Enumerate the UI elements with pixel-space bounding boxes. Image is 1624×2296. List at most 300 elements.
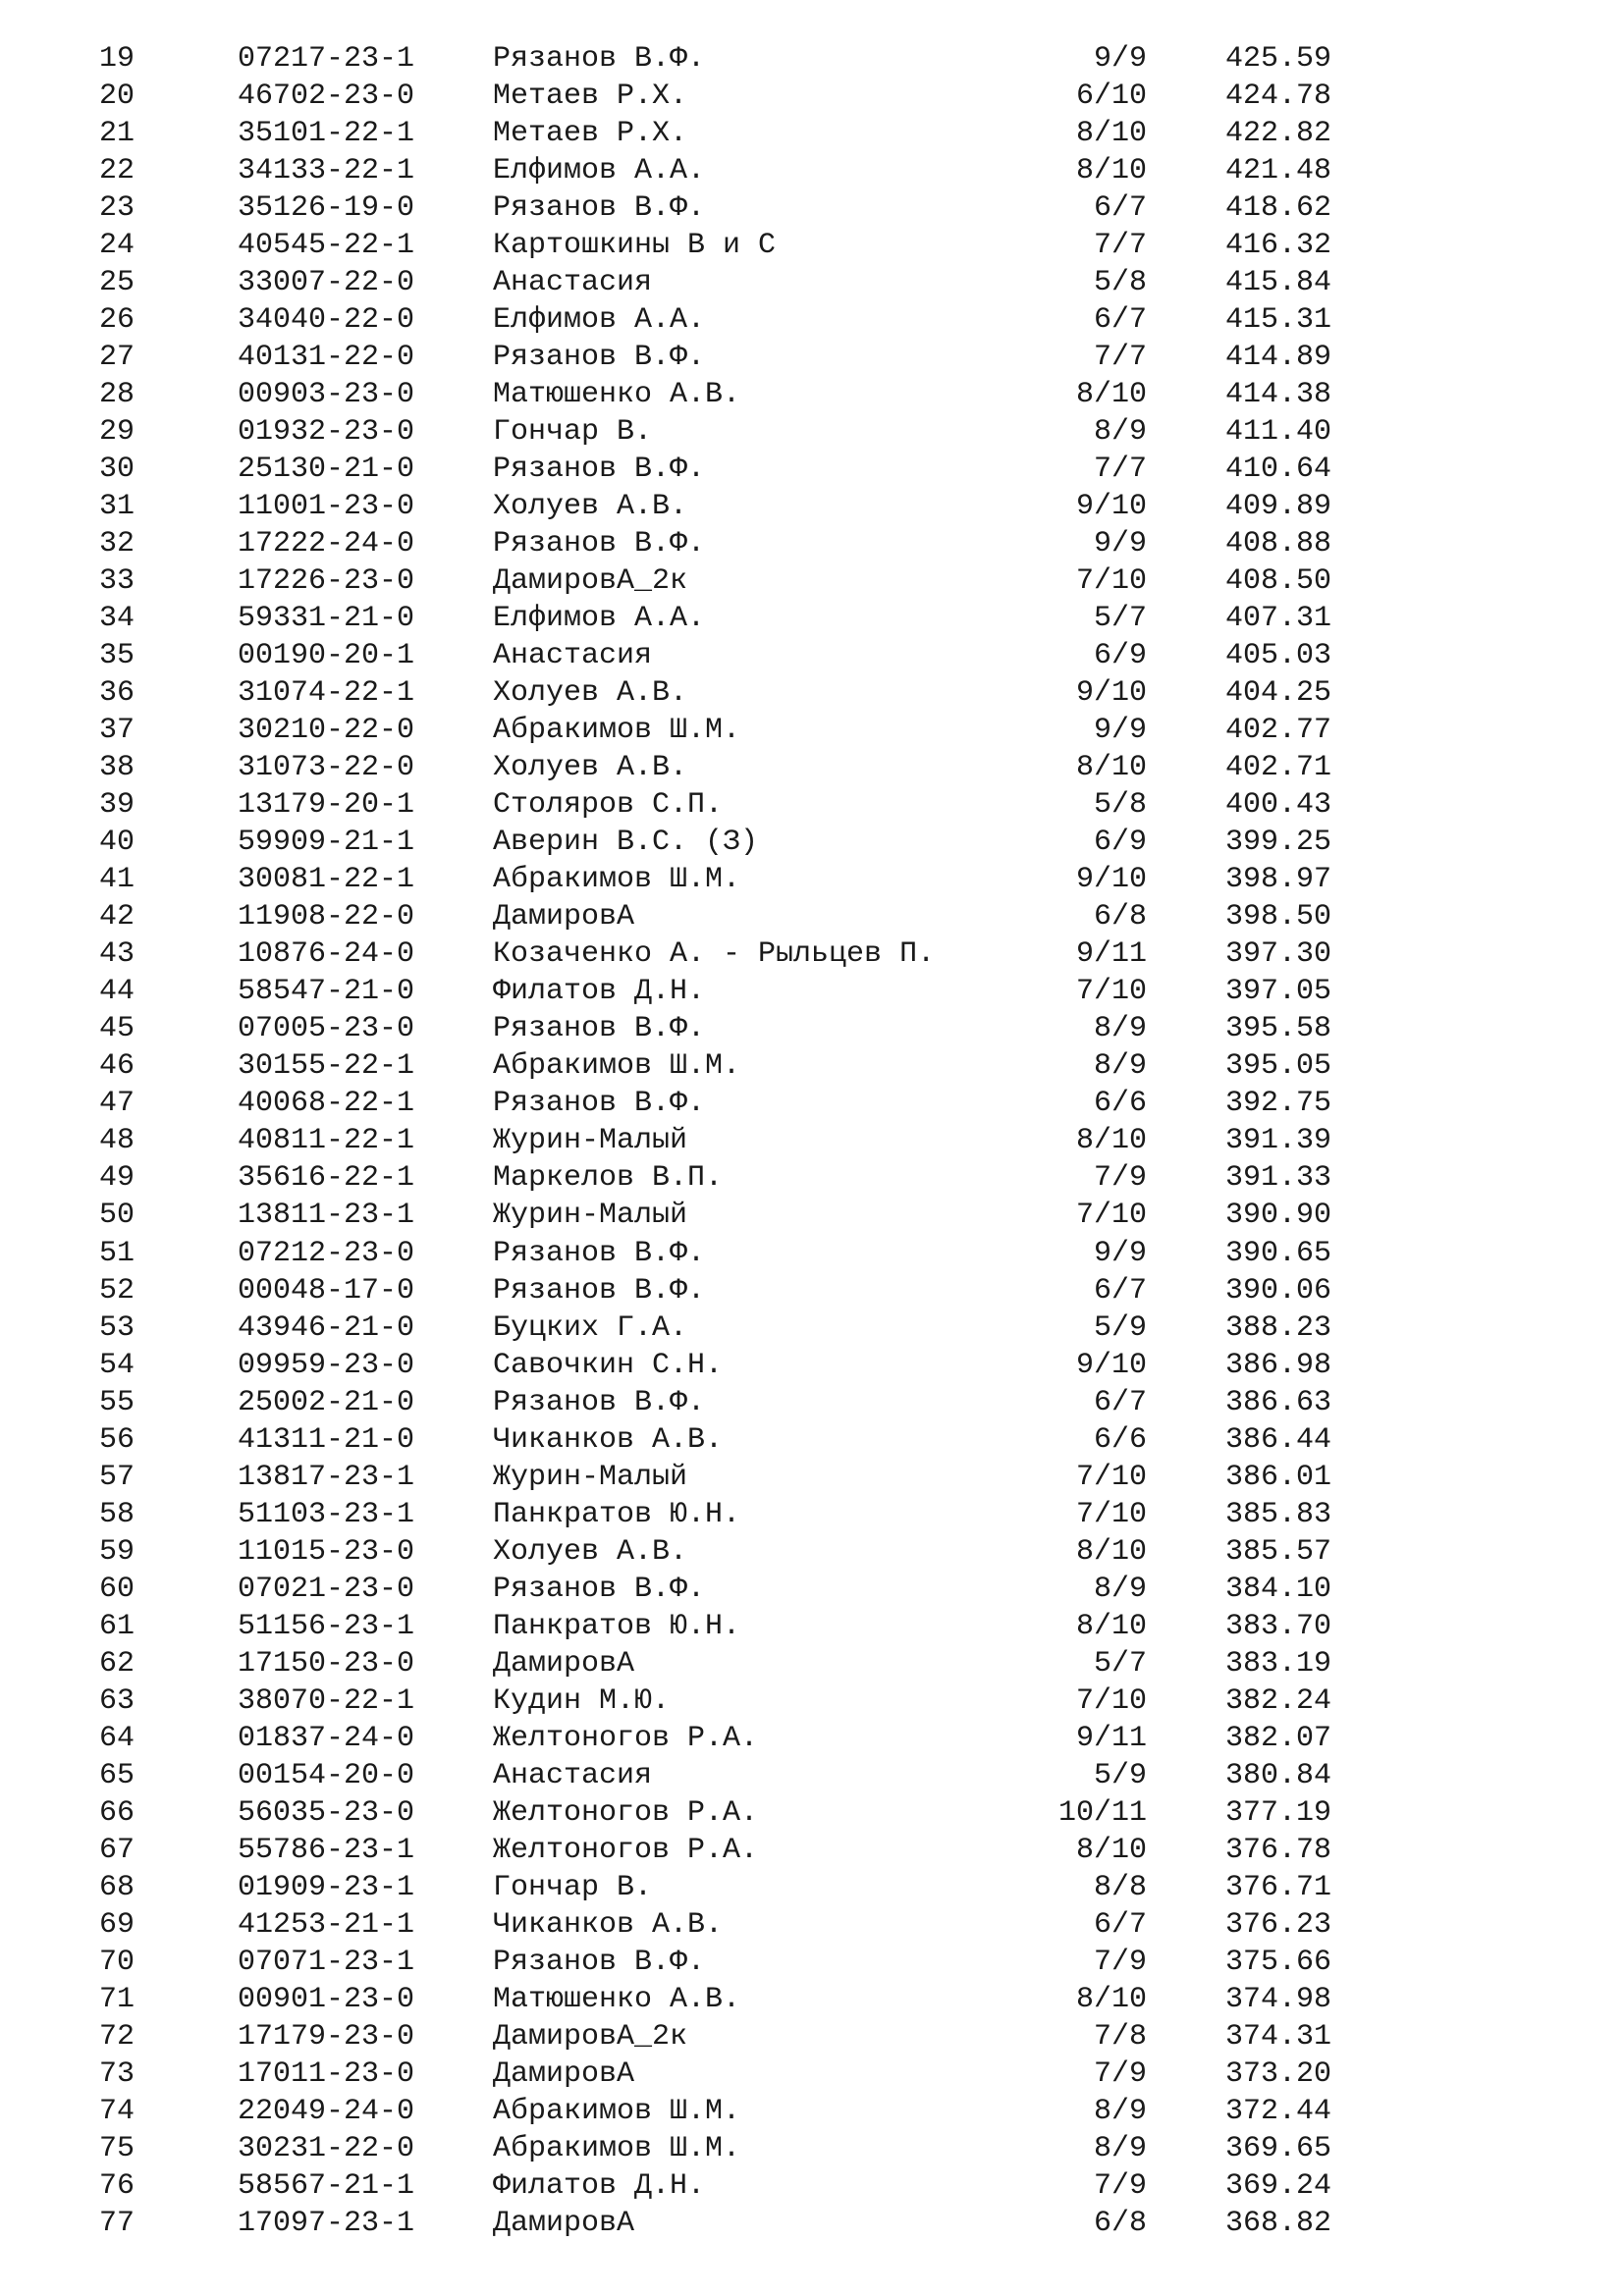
- row-number: 22: [99, 154, 135, 188]
- row-code: 56035-23-0: [238, 1795, 415, 1830]
- row-score: 5/7: [1093, 1646, 1147, 1681]
- row-code: 51103-23-1: [238, 1497, 415, 1531]
- row-number: 67: [99, 1833, 135, 1867]
- row-number: 36: [99, 676, 135, 711]
- row-owner-name: Желтоногов Р.А.: [493, 1721, 759, 1755]
- row-score: 5/9: [1093, 1758, 1147, 1792]
- row-owner-name: Рязанов В.Ф.: [493, 341, 706, 375]
- row-value: 422.82: [1225, 117, 1332, 151]
- row-owner-name: Желтоногов Р.А.: [493, 1833, 759, 1867]
- table-row: [0, 1720, 1624, 1757]
- row-score: 8/10: [1075, 154, 1147, 188]
- row-code: 07212-23-0: [238, 1236, 415, 1270]
- table-row: [0, 1608, 1624, 1645]
- row-score: 8/10: [1075, 378, 1147, 412]
- row-score: 9/11: [1075, 937, 1147, 972]
- row-code: 09959-23-0: [238, 1348, 415, 1382]
- row-code: 58547-21-0: [238, 975, 415, 1009]
- row-value: 369.24: [1225, 2168, 1332, 2203]
- table-row: [0, 1571, 1624, 1608]
- row-owner-name: Рязанов В.Ф.: [493, 1012, 706, 1046]
- row-value: 411.40: [1225, 415, 1332, 450]
- row-value: 424.78: [1225, 80, 1332, 114]
- row-code: 00190-20-1: [238, 639, 415, 673]
- row-code: 11015-23-0: [238, 1534, 415, 1569]
- row-number: 50: [99, 1199, 135, 1233]
- table-row: [0, 339, 1624, 376]
- row-owner-name: Елфимов А.А.: [493, 303, 706, 338]
- row-code: 00048-17-0: [238, 1273, 415, 1308]
- row-value: 376.71: [1225, 1870, 1332, 1904]
- row-score: 9/9: [1093, 714, 1147, 748]
- row-code: 00903-23-0: [238, 378, 415, 412]
- row-value: 382.24: [1225, 1683, 1332, 1718]
- row-code: 30155-22-1: [238, 1049, 415, 1084]
- row-value: 404.25: [1225, 676, 1332, 711]
- row-score: 6/7: [1093, 1907, 1147, 1942]
- row-number: 52: [99, 1273, 135, 1308]
- table-row: [0, 1384, 1624, 1421]
- row-owner-name: Столяров С.П.: [493, 788, 724, 823]
- table-row: [0, 861, 1624, 898]
- row-score: 8/10: [1075, 117, 1147, 151]
- row-score: 6/7: [1093, 1273, 1147, 1308]
- row-owner-name: Матюшенко А.В.: [493, 378, 741, 412]
- row-value: 385.83: [1225, 1497, 1332, 1531]
- row-code: 31073-22-0: [238, 751, 415, 785]
- table-row: [0, 935, 1624, 973]
- row-value: 397.30: [1225, 937, 1332, 972]
- row-value: 369.65: [1225, 2131, 1332, 2165]
- row-value: 418.62: [1225, 191, 1332, 226]
- row-number: 71: [99, 1982, 135, 2016]
- row-code: 07021-23-0: [238, 1572, 415, 1606]
- row-value: 416.32: [1225, 229, 1332, 263]
- row-value: 384.10: [1225, 1572, 1332, 1606]
- table-row: [0, 1533, 1624, 1571]
- row-score: 8/9: [1093, 1049, 1147, 1084]
- row-owner-name: Кудин М.Ю.: [493, 1683, 671, 1718]
- row-score: 8/8: [1093, 1870, 1147, 1904]
- row-value: 407.31: [1225, 602, 1332, 636]
- row-score: 7/10: [1075, 1497, 1147, 1531]
- row-number: 31: [99, 490, 135, 524]
- row-number: 77: [99, 2206, 135, 2240]
- row-score: 10/11: [1057, 1795, 1147, 1830]
- row-value: 425.59: [1225, 42, 1332, 76]
- row-number: 20: [99, 80, 135, 114]
- table-row: [0, 1757, 1624, 1794]
- row-score: 6/7: [1093, 303, 1147, 338]
- row-value: 386.01: [1225, 1460, 1332, 1494]
- ranking-table: [0, 40, 1624, 2242]
- row-number: 75: [99, 2131, 135, 2165]
- row-score: 9/10: [1075, 676, 1147, 711]
- row-value: 391.39: [1225, 1124, 1332, 1158]
- row-value: 377.19: [1225, 1795, 1332, 1830]
- table-row: [0, 413, 1624, 451]
- row-number: 60: [99, 1572, 135, 1606]
- row-owner-name: Рязанов В.Ф.: [493, 1572, 706, 1606]
- row-score: 6/9: [1093, 639, 1147, 673]
- row-score: 5/8: [1093, 788, 1147, 823]
- row-owner-name: Панкратов Ю.Н.: [493, 1609, 741, 1643]
- row-value: 386.44: [1225, 1422, 1332, 1457]
- row-code: 00154-20-0: [238, 1758, 415, 1792]
- row-score: 7/10: [1075, 564, 1147, 599]
- table-row: [0, 637, 1624, 674]
- row-number: 76: [99, 2168, 135, 2203]
- row-code: 41253-21-1: [238, 1907, 415, 1942]
- row-code: 38070-22-1: [238, 1683, 415, 1718]
- row-value: 386.63: [1225, 1385, 1332, 1419]
- row-code: 58567-21-1: [238, 2168, 415, 2203]
- table-row: [0, 1159, 1624, 1197]
- row-owner-name: Холуев А.В.: [493, 676, 688, 711]
- row-owner-name: Филатов Д.Н.: [493, 2168, 706, 2203]
- row-value: 383.19: [1225, 1646, 1332, 1681]
- row-number: 61: [99, 1609, 135, 1643]
- row-owner-name: ДамировА_2к: [493, 564, 688, 599]
- table-row: [0, 1832, 1624, 1869]
- row-score: 5/7: [1093, 602, 1147, 636]
- row-number: 26: [99, 303, 135, 338]
- row-number: 21: [99, 117, 135, 151]
- row-owner-name: Журин-Малый: [493, 1124, 688, 1158]
- row-number: 44: [99, 975, 135, 1009]
- table-row: [0, 1235, 1624, 1272]
- row-number: 46: [99, 1049, 135, 1084]
- row-score: 9/10: [1075, 490, 1147, 524]
- row-value: 390.06: [1225, 1273, 1332, 1308]
- table-row: [0, 1421, 1624, 1459]
- row-code: 40545-22-1: [238, 229, 415, 263]
- row-number: 70: [99, 1945, 135, 1979]
- row-value: 376.78: [1225, 1833, 1332, 1867]
- row-score: 5/8: [1093, 266, 1147, 300]
- row-code: 13817-23-1: [238, 1460, 415, 1494]
- row-owner-name: Аверин В.С. (З): [493, 826, 759, 860]
- row-value: 398.50: [1225, 900, 1332, 934]
- row-number: 56: [99, 1422, 135, 1457]
- row-score: 6/7: [1093, 191, 1147, 226]
- row-code: 17097-23-1: [238, 2206, 415, 2240]
- row-value: 390.90: [1225, 1199, 1332, 1233]
- row-number: 39: [99, 788, 135, 823]
- row-number: 65: [99, 1758, 135, 1792]
- row-code: 17222-24-0: [238, 527, 415, 561]
- table-row: [0, 152, 1624, 189]
- row-owner-name: ДамировА: [493, 900, 635, 934]
- table-row: [0, 1981, 1624, 2018]
- row-owner-name: Рязанов В.Ф.: [493, 1945, 706, 1979]
- row-score: 7/10: [1075, 1460, 1147, 1494]
- row-owner-name: Маркелов В.П.: [493, 1161, 724, 1196]
- row-owner-name: Гончар В.: [493, 1870, 653, 1904]
- table-row: [0, 115, 1624, 152]
- row-score: 7/9: [1093, 2168, 1147, 2203]
- row-value: 391.33: [1225, 1161, 1332, 1196]
- row-code: 40131-22-0: [238, 341, 415, 375]
- row-number: 58: [99, 1497, 135, 1531]
- row-number: 28: [99, 378, 135, 412]
- row-value: 398.97: [1225, 863, 1332, 897]
- table-row: [0, 1047, 1624, 1085]
- row-number: 48: [99, 1124, 135, 1158]
- table-row: [0, 227, 1624, 264]
- row-score: 8/10: [1075, 1124, 1147, 1158]
- row-score: 9/10: [1075, 863, 1147, 897]
- row-owner-name: Рязанов В.Ф.: [493, 527, 706, 561]
- table-row: [0, 1682, 1624, 1720]
- table-row: [0, 2018, 1624, 2056]
- row-owner-name: ДамировА: [493, 2206, 635, 2240]
- row-number: 41: [99, 863, 135, 897]
- row-code: 07005-23-0: [238, 1012, 415, 1046]
- row-score: 6/8: [1093, 2206, 1147, 2240]
- row-code: 01837-24-0: [238, 1721, 415, 1755]
- row-owner-name: Чиканков А.В.: [493, 1422, 724, 1457]
- table-row: [0, 2056, 1624, 2093]
- row-value: 400.43: [1225, 788, 1332, 823]
- row-number: 24: [99, 229, 135, 263]
- table-row: [0, 1272, 1624, 1309]
- row-owner-name: ДамировА: [493, 2056, 635, 2091]
- row-code: 01932-23-0: [238, 415, 415, 450]
- row-owner-name: Буцких Г.А.: [493, 1310, 688, 1345]
- row-value: 390.65: [1225, 1236, 1332, 1270]
- row-number: 73: [99, 2056, 135, 2091]
- row-owner-name: Чиканков А.В.: [493, 1907, 724, 1942]
- row-score: 9/9: [1093, 42, 1147, 76]
- row-code: 59331-21-0: [238, 602, 415, 636]
- row-number: 53: [99, 1310, 135, 1345]
- table-row: [0, 2205, 1624, 2242]
- row-number: 19: [99, 42, 135, 76]
- row-number: 62: [99, 1646, 135, 1681]
- row-code: 46702-23-0: [238, 80, 415, 114]
- row-owner-name: Холуев А.В.: [493, 751, 688, 785]
- row-code: 13811-23-1: [238, 1199, 415, 1233]
- row-owner-name: Анастасия: [493, 266, 653, 300]
- row-owner-name: Анастасия: [493, 1758, 653, 1792]
- row-number: 54: [99, 1348, 135, 1382]
- row-number: 29: [99, 415, 135, 450]
- row-owner-name: Рязанов В.Ф.: [493, 1236, 706, 1270]
- row-value: 409.89: [1225, 490, 1332, 524]
- row-value: 380.84: [1225, 1758, 1332, 1792]
- row-value: 373.20: [1225, 2056, 1332, 2091]
- row-owner-name: Филатов Д.Н.: [493, 975, 706, 1009]
- table-row: [0, 973, 1624, 1010]
- row-score: 8/10: [1075, 1534, 1147, 1569]
- row-code: 17011-23-0: [238, 2056, 415, 2091]
- row-code: 10876-24-0: [238, 937, 415, 972]
- row-score: 6/8: [1093, 900, 1147, 934]
- row-code: 25130-21-0: [238, 453, 415, 487]
- row-value: 395.05: [1225, 1049, 1332, 1084]
- row-score: 8/9: [1093, 2131, 1147, 2165]
- row-score: 9/9: [1093, 1236, 1147, 1270]
- row-code: 13179-20-1: [238, 788, 415, 823]
- row-number: 68: [99, 1870, 135, 1904]
- row-code: 00901-23-0: [238, 1982, 415, 2016]
- table-row: [0, 1197, 1624, 1234]
- row-code: 11908-22-0: [238, 900, 415, 934]
- table-row: [0, 1944, 1624, 1981]
- table-row: [0, 1122, 1624, 1159]
- row-owner-name: Савочкин С.Н.: [493, 1348, 724, 1382]
- row-score: 9/10: [1075, 1348, 1147, 1382]
- row-number: 43: [99, 937, 135, 972]
- table-row: [0, 488, 1624, 525]
- row-code: 55786-23-1: [238, 1833, 415, 1867]
- table-row: [0, 40, 1624, 78]
- table-row: [0, 78, 1624, 115]
- row-number: 57: [99, 1460, 135, 1494]
- row-number: 33: [99, 564, 135, 599]
- table-row: [0, 264, 1624, 301]
- row-score: 7/10: [1075, 1683, 1147, 1718]
- row-value: 383.70: [1225, 1609, 1332, 1643]
- table-row: [0, 2167, 1624, 2205]
- row-owner-name: Рязанов В.Ф.: [493, 1087, 706, 1121]
- row-code: 22049-24-0: [238, 2094, 415, 2128]
- row-number: 34: [99, 602, 135, 636]
- row-owner-name: ДамировА: [493, 1646, 635, 1681]
- row-value: 408.50: [1225, 564, 1332, 599]
- row-number: 51: [99, 1236, 135, 1270]
- row-code: 07071-23-1: [238, 1945, 415, 1979]
- row-score: 8/9: [1093, 2094, 1147, 2128]
- row-number: 25: [99, 266, 135, 300]
- row-code: 59909-21-1: [238, 826, 415, 860]
- row-number: 47: [99, 1087, 135, 1121]
- table-row: [0, 1309, 1624, 1347]
- table-row: [0, 1906, 1624, 1944]
- row-value: 414.38: [1225, 378, 1332, 412]
- table-row: [0, 824, 1624, 861]
- row-value: 402.71: [1225, 751, 1332, 785]
- row-code: 30210-22-0: [238, 714, 415, 748]
- row-value: 408.88: [1225, 527, 1332, 561]
- row-owner-name: Желтоногов Р.А.: [493, 1795, 759, 1830]
- row-score: 8/9: [1093, 415, 1147, 450]
- row-score: 7/9: [1093, 1945, 1147, 1979]
- row-owner-name: Холуев А.В.: [493, 490, 688, 524]
- table-row: [0, 525, 1624, 562]
- row-score: 8/10: [1075, 1833, 1147, 1867]
- table-row: [0, 1794, 1624, 1832]
- row-code: 30081-22-1: [238, 863, 415, 897]
- row-score: 6/6: [1093, 1422, 1147, 1457]
- table-row: [0, 1085, 1624, 1122]
- row-number: 63: [99, 1683, 135, 1718]
- row-code: 25002-21-0: [238, 1385, 415, 1419]
- row-number: 38: [99, 751, 135, 785]
- table-row: [0, 2093, 1624, 2130]
- row-code: 40068-22-1: [238, 1087, 415, 1121]
- row-number: 40: [99, 826, 135, 860]
- row-number: 64: [99, 1721, 135, 1755]
- row-value: 399.25: [1225, 826, 1332, 860]
- row-owner-name: Рязанов В.Ф.: [493, 42, 706, 76]
- row-code: 17150-23-0: [238, 1646, 415, 1681]
- row-owner-name: Журин-Малый: [493, 1199, 688, 1233]
- row-score: 7/7: [1093, 229, 1147, 263]
- row-owner-name: Абракимов Ш.М.: [493, 1049, 741, 1084]
- row-number: 74: [99, 2094, 135, 2128]
- table-row: [0, 600, 1624, 637]
- row-score: 7/8: [1093, 2019, 1147, 2054]
- table-row: [0, 674, 1624, 712]
- row-value: 386.98: [1225, 1348, 1332, 1382]
- row-code: 51156-23-1: [238, 1609, 415, 1643]
- row-value: 392.75: [1225, 1087, 1332, 1121]
- table-row: [0, 376, 1624, 413]
- table-row: [0, 1645, 1624, 1682]
- row-score: 6/7: [1093, 1385, 1147, 1419]
- row-code: 07217-23-1: [238, 42, 415, 76]
- table-row: [0, 562, 1624, 600]
- row-score: 6/10: [1075, 80, 1147, 114]
- row-score: 5/9: [1093, 1310, 1147, 1345]
- row-score: 7/10: [1075, 1199, 1147, 1233]
- row-code: 35101-22-1: [238, 117, 415, 151]
- row-number: 42: [99, 900, 135, 934]
- row-number: 30: [99, 453, 135, 487]
- row-number: 32: [99, 527, 135, 561]
- row-score: 7/7: [1093, 341, 1147, 375]
- row-owner-name: Рязанов В.Ф.: [493, 1385, 706, 1419]
- row-number: 55: [99, 1385, 135, 1419]
- row-value: 374.98: [1225, 1982, 1332, 2016]
- table-row: [0, 1496, 1624, 1533]
- row-owner-name: Рязанов В.Ф.: [493, 1273, 706, 1308]
- row-value: 414.89: [1225, 341, 1332, 375]
- table-row: [0, 1459, 1624, 1496]
- row-value: 395.58: [1225, 1012, 1332, 1046]
- row-owner-name: Журин-Малый: [493, 1460, 688, 1494]
- row-number: 23: [99, 191, 135, 226]
- row-value: 376.23: [1225, 1907, 1332, 1942]
- row-score: 9/9: [1093, 527, 1147, 561]
- table-row: [0, 1010, 1624, 1047]
- row-owner-name: Рязанов В.Ф.: [493, 191, 706, 226]
- row-owner-name: Метаев Р.Х.: [493, 80, 688, 114]
- table-row: [0, 189, 1624, 227]
- table-row: [0, 786, 1624, 824]
- row-owner-name: Елфимов А.А.: [493, 154, 706, 188]
- row-score: 7/9: [1093, 2056, 1147, 2091]
- row-value: 405.03: [1225, 639, 1332, 673]
- row-number: 72: [99, 2019, 135, 2054]
- row-score: 9/11: [1075, 1721, 1147, 1755]
- row-value: 385.57: [1225, 1534, 1332, 1569]
- row-number: 27: [99, 341, 135, 375]
- row-owner-name: Абракимов Ш.М.: [493, 2094, 741, 2128]
- row-code: 34040-22-0: [238, 303, 415, 338]
- row-owner-name: Козаченко А. - Рыльцев П.: [493, 937, 936, 972]
- row-code: 43946-21-0: [238, 1310, 415, 1345]
- row-value: 410.64: [1225, 453, 1332, 487]
- row-value: 374.31: [1225, 2019, 1332, 2054]
- row-code: 34133-22-1: [238, 154, 415, 188]
- row-owner-name: Холуев А.В.: [493, 1534, 688, 1569]
- row-number: 49: [99, 1161, 135, 1196]
- row-code: 33007-22-0: [238, 266, 415, 300]
- row-score: 8/10: [1075, 751, 1147, 785]
